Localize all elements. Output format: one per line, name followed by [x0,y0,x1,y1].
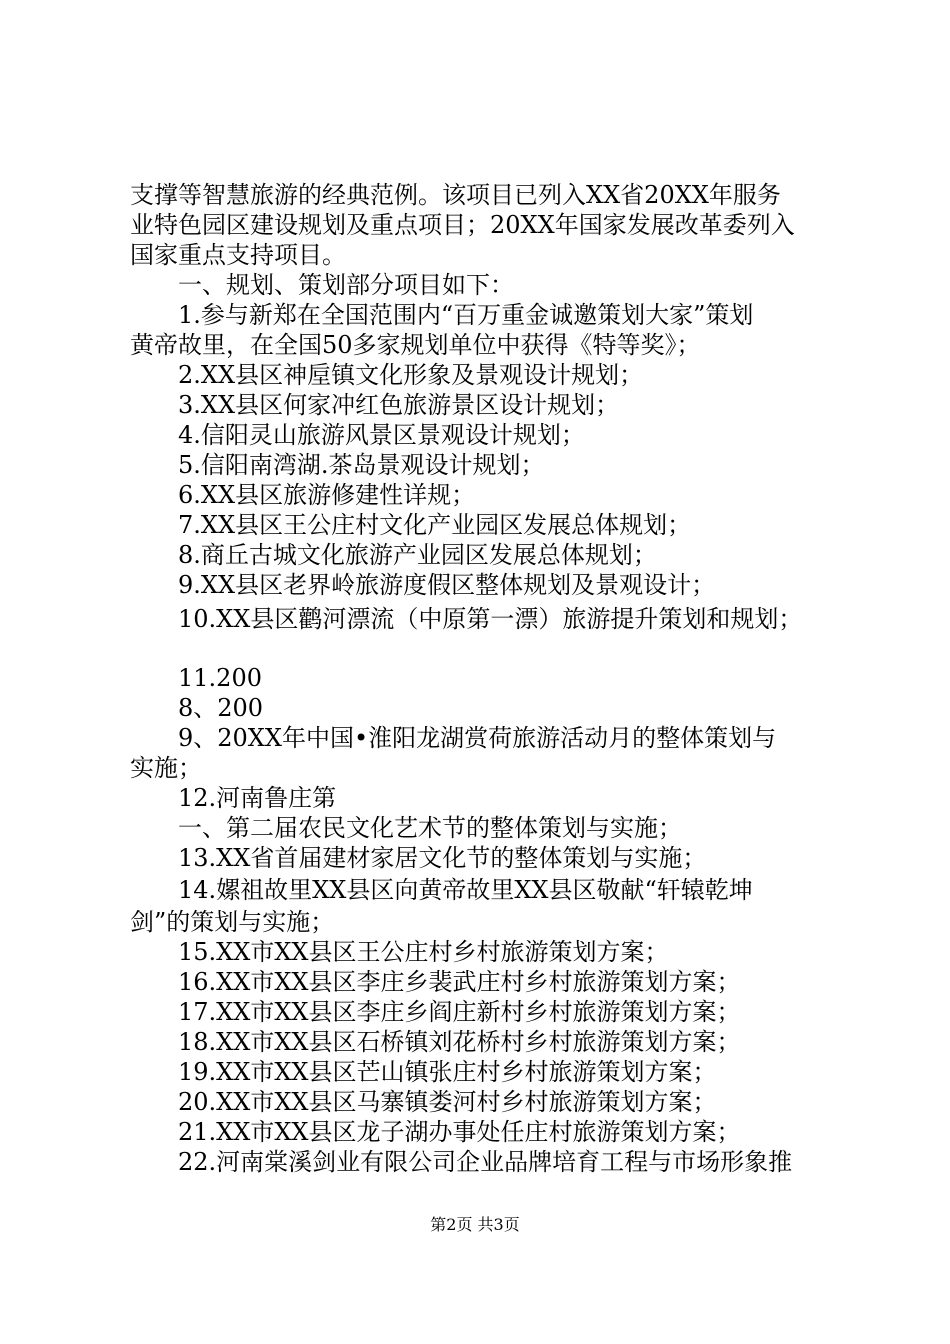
text-line: 剑”的策划与实施； [130,908,335,936]
list-item: 11.200 [178,664,262,692]
list-item: 8、200 [178,694,264,722]
text-line: 黄帝故里，在全国50多家规划单位中获得《特等奖》； [130,331,701,359]
list-item: 6.XX县区旅游修建性详规； [178,481,476,509]
list-item: 9、20XX年中国•淮阳龙湖赏荷旅游活动月的整体策划与 [178,724,777,752]
list-item: 17.XX市XX县区李庄乡阎庄新村乡村旅游策划方案； [178,998,741,1026]
text-line: 支撑等智慧旅游的经典范例。该项目已列入XX省20XX年服务 [130,181,781,209]
list-item: 18.XX市XX县区石桥镇刘花桥村乡村旅游策划方案； [178,1028,741,1056]
page-footer: 第2页 共3页 [430,1215,520,1234]
section-heading: 一、规划、策划部分项目如下： [178,271,514,299]
text-line: 实施； [130,754,202,782]
text-line: 国家重点支持项目。 [130,241,346,269]
list-item: 9.XX县区老界岭旅游度假区整体规划及景观设计； [178,571,716,599]
text-line: 业特色园区建设规划及重点项目；20XX年国家发展改革委列入 [130,211,795,239]
list-item: 14.嫘祖故里XX县区向黄帝故里XX县区敬献“轩辕乾坤 [178,876,753,904]
list-item: 20.XX市XX县区马寨镇娄河村乡村旅游策划方案； [178,1088,717,1116]
list-item: 15.XX市XX县区王公庄村乡村旅游策划方案； [178,938,669,966]
list-item: 13.XX省首届建材家居文化节的整体策划与实施； [178,844,707,872]
list-item: 16.XX市XX县区李庄乡裴武庄村乡村旅游策划方案； [178,968,741,996]
list-item: 2.XX县区神垕镇文化形象及景观设计规划； [178,361,644,389]
list-item: 21.XX市XX县区龙子湖办事处任庄村旅游策划方案； [178,1118,741,1146]
list-item: 一、第二届农民文化艺术节的整体策划与实施； [178,814,682,842]
list-item: 12.河南鲁庄第 [178,784,337,812]
list-item: 10.XX县区鹳河漂流（中原第一漂）旅游提升策划和规划； [178,605,803,633]
list-item: 7.XX县区王公庄村文化产业园区发展总体规划； [178,511,692,539]
list-item: 1.参与新郑在全国范围内“百万重金诚邀策划大家”策划 [178,301,754,329]
list-item: 22.河南棠溪剑业有限公司企业品牌培育工程与市场形象推 [178,1148,793,1176]
list-item: 3.XX县区何家冲红色旅游景区设计规划； [178,391,620,419]
list-item: 8.商丘古城文化旅游产业园区发展总体规划； [178,541,657,569]
list-item: 5.信阳南湾湖.茶岛景观设计规划； [178,451,545,479]
list-item: 4.信阳灵山旅游风景区景观设计规划； [178,421,585,449]
list-item: 19.XX市XX县区芒山镇张庄村乡村旅游策划方案； [178,1058,717,1086]
